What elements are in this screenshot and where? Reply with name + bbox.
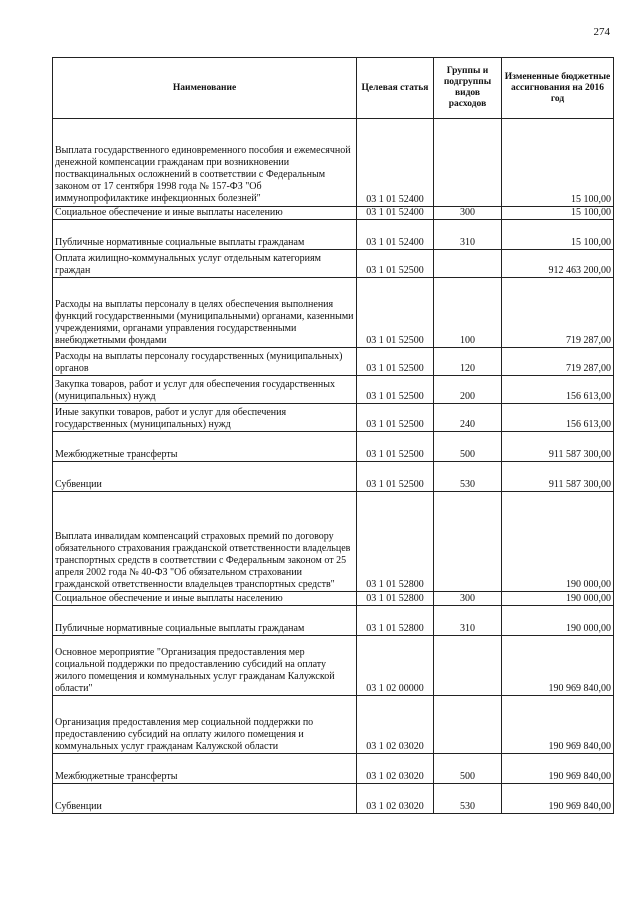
row-amount: 190 000,00 [502, 592, 614, 606]
row-name: Социальное обеспечение и иные выплаты населению [53, 207, 357, 220]
row-amount: 190 000,00 [502, 606, 614, 636]
row-group: 200 [434, 376, 502, 404]
row-name: Выплата инвалидам компенсаций страховых премий по договору обязательного страхования гражданской ответственности владельцев транспортных средств в соответствии с Федеральным законом от 25 апреля 2002 года № 40-ФЗ "Об обязательном страховании гражданской ответственности владельцев транспортных средств" [53, 492, 357, 592]
table-row [53, 784, 614, 814]
row-code: 03 1 01 52500 [357, 404, 434, 432]
row-group [434, 250, 502, 278]
table-row [53, 119, 614, 207]
row-group [434, 119, 502, 207]
table-row [53, 376, 614, 404]
row-name: Субвенции [53, 784, 357, 814]
row-amount: 156 613,00 [502, 376, 614, 404]
table-row [53, 432, 614, 462]
row-amount: 190 969 840,00 [502, 754, 614, 784]
row-group [434, 492, 502, 592]
row-group: 120 [434, 348, 502, 376]
row-group: 530 [434, 784, 502, 814]
row-name: Расходы на выплаты персоналу государственных (муниципальных) органов [53, 348, 357, 376]
row-amount: 912 463 200,00 [502, 250, 614, 278]
row-name: Иные закупки товаров, работ и услуг для обеспечения государственных (муниципальных) нужд [53, 404, 357, 432]
row-name: Основное мероприятие "Организация предоставления мер социальной поддержки по предоставлению субсидий на оплату жилого помещения и коммунальных услуг гражданам Калужской области" [53, 636, 357, 696]
row-code: 03 1 02 00000 [357, 636, 434, 696]
row-code: 03 1 01 52500 [357, 462, 434, 492]
row-code: 03 1 01 52500 [357, 348, 434, 376]
row-group: 500 [434, 754, 502, 784]
table-row [53, 220, 614, 250]
table-row [53, 606, 614, 636]
row-code: 03 1 01 52800 [357, 606, 434, 636]
row-group [434, 636, 502, 696]
row-name: Выплата государственного единовременного пособия и ежемесячной денежной компенсации гражданам при возникновении поствакцинальных осложнений в соответствии с Федеральным законом от 17 сентября 1998 года № 157-ФЗ "Об иммунопрофилактике инфекционных болезней" [53, 119, 357, 207]
row-name: Межбюджетные трансферты [53, 432, 357, 462]
row-amount: 15 100,00 [502, 220, 614, 250]
row-code: 03 1 02 03020 [357, 754, 434, 784]
header-name: Наименование [53, 58, 357, 119]
table-row [53, 250, 614, 278]
row-group: 300 [434, 207, 502, 220]
table-row [53, 696, 614, 754]
table-row [53, 592, 614, 606]
row-amount: 911 587 300,00 [502, 462, 614, 492]
row-code: 03 1 02 03020 [357, 696, 434, 754]
table-row [53, 348, 614, 376]
table-row [53, 404, 614, 432]
row-amount: 719 287,00 [502, 278, 614, 348]
row-amount: 719 287,00 [502, 348, 614, 376]
table-header-row [53, 58, 614, 119]
row-amount: 15 100,00 [502, 207, 614, 220]
table-row [53, 754, 614, 784]
table-row [53, 207, 614, 220]
table-row [53, 636, 614, 696]
row-group: 310 [434, 606, 502, 636]
row-name: Публичные нормативные социальные выплаты гражданам [53, 606, 357, 636]
row-name: Расходы на выплаты персоналу в целях обеспечения выполнения функций государственными (муниципальными) органами, казенными учреждениями, органами управления государственными внебюджетными фондами [53, 278, 357, 348]
row-amount: 190 969 840,00 [502, 784, 614, 814]
row-code: 03 1 01 52400 [357, 207, 434, 220]
row-name: Организация предоставления мер социальной поддержки по предоставлению субсидий на оплату жилого помещения и коммунальных услуг гражданам Калужской области [53, 696, 357, 754]
row-code: 03 1 01 52800 [357, 592, 434, 606]
page-number: 274 [593, 26, 610, 38]
row-group: 240 [434, 404, 502, 432]
row-name: Межбюджетные трансферты [53, 754, 357, 784]
row-amount: 15 100,00 [502, 119, 614, 207]
row-group: 300 [434, 592, 502, 606]
row-amount: 190 969 840,00 [502, 636, 614, 696]
header-group: Группы и подгруппы видов расходов [434, 58, 502, 119]
budget-table [52, 57, 614, 814]
row-code: 03 1 01 52400 [357, 119, 434, 207]
table-row [53, 462, 614, 492]
row-group [434, 696, 502, 754]
row-amount: 156 613,00 [502, 404, 614, 432]
header-code: Целевая статья [357, 58, 434, 119]
row-amount: 911 587 300,00 [502, 432, 614, 462]
row-group: 310 [434, 220, 502, 250]
table-row [53, 278, 614, 348]
row-name: Оплата жилищно-коммунальных услуг отдельным категориям граждан [53, 250, 357, 278]
row-name: Публичные нормативные социальные выплаты гражданам [53, 220, 357, 250]
row-name: Социальное обеспечение и иные выплаты населению [53, 592, 357, 606]
row-amount: 190 969 840,00 [502, 696, 614, 754]
row-code: 03 1 01 52800 [357, 492, 434, 592]
row-amount: 190 000,00 [502, 492, 614, 592]
row-code: 03 1 02 03020 [357, 784, 434, 814]
header-amount: Измененные бюджетные ассигнования на 2016 год [502, 58, 614, 119]
row-group: 500 [434, 432, 502, 462]
row-name: Субвенции [53, 462, 357, 492]
row-group: 530 [434, 462, 502, 492]
row-name: Закупка товаров, работ и услуг для обеспечения государственных (муниципальных) нужд [53, 376, 357, 404]
row-code: 03 1 01 52500 [357, 250, 434, 278]
row-code: 03 1 01 52400 [357, 220, 434, 250]
row-group: 100 [434, 278, 502, 348]
row-code: 03 1 01 52500 [357, 432, 434, 462]
row-code: 03 1 01 52500 [357, 376, 434, 404]
row-code: 03 1 01 52500 [357, 278, 434, 348]
table-row [53, 492, 614, 592]
